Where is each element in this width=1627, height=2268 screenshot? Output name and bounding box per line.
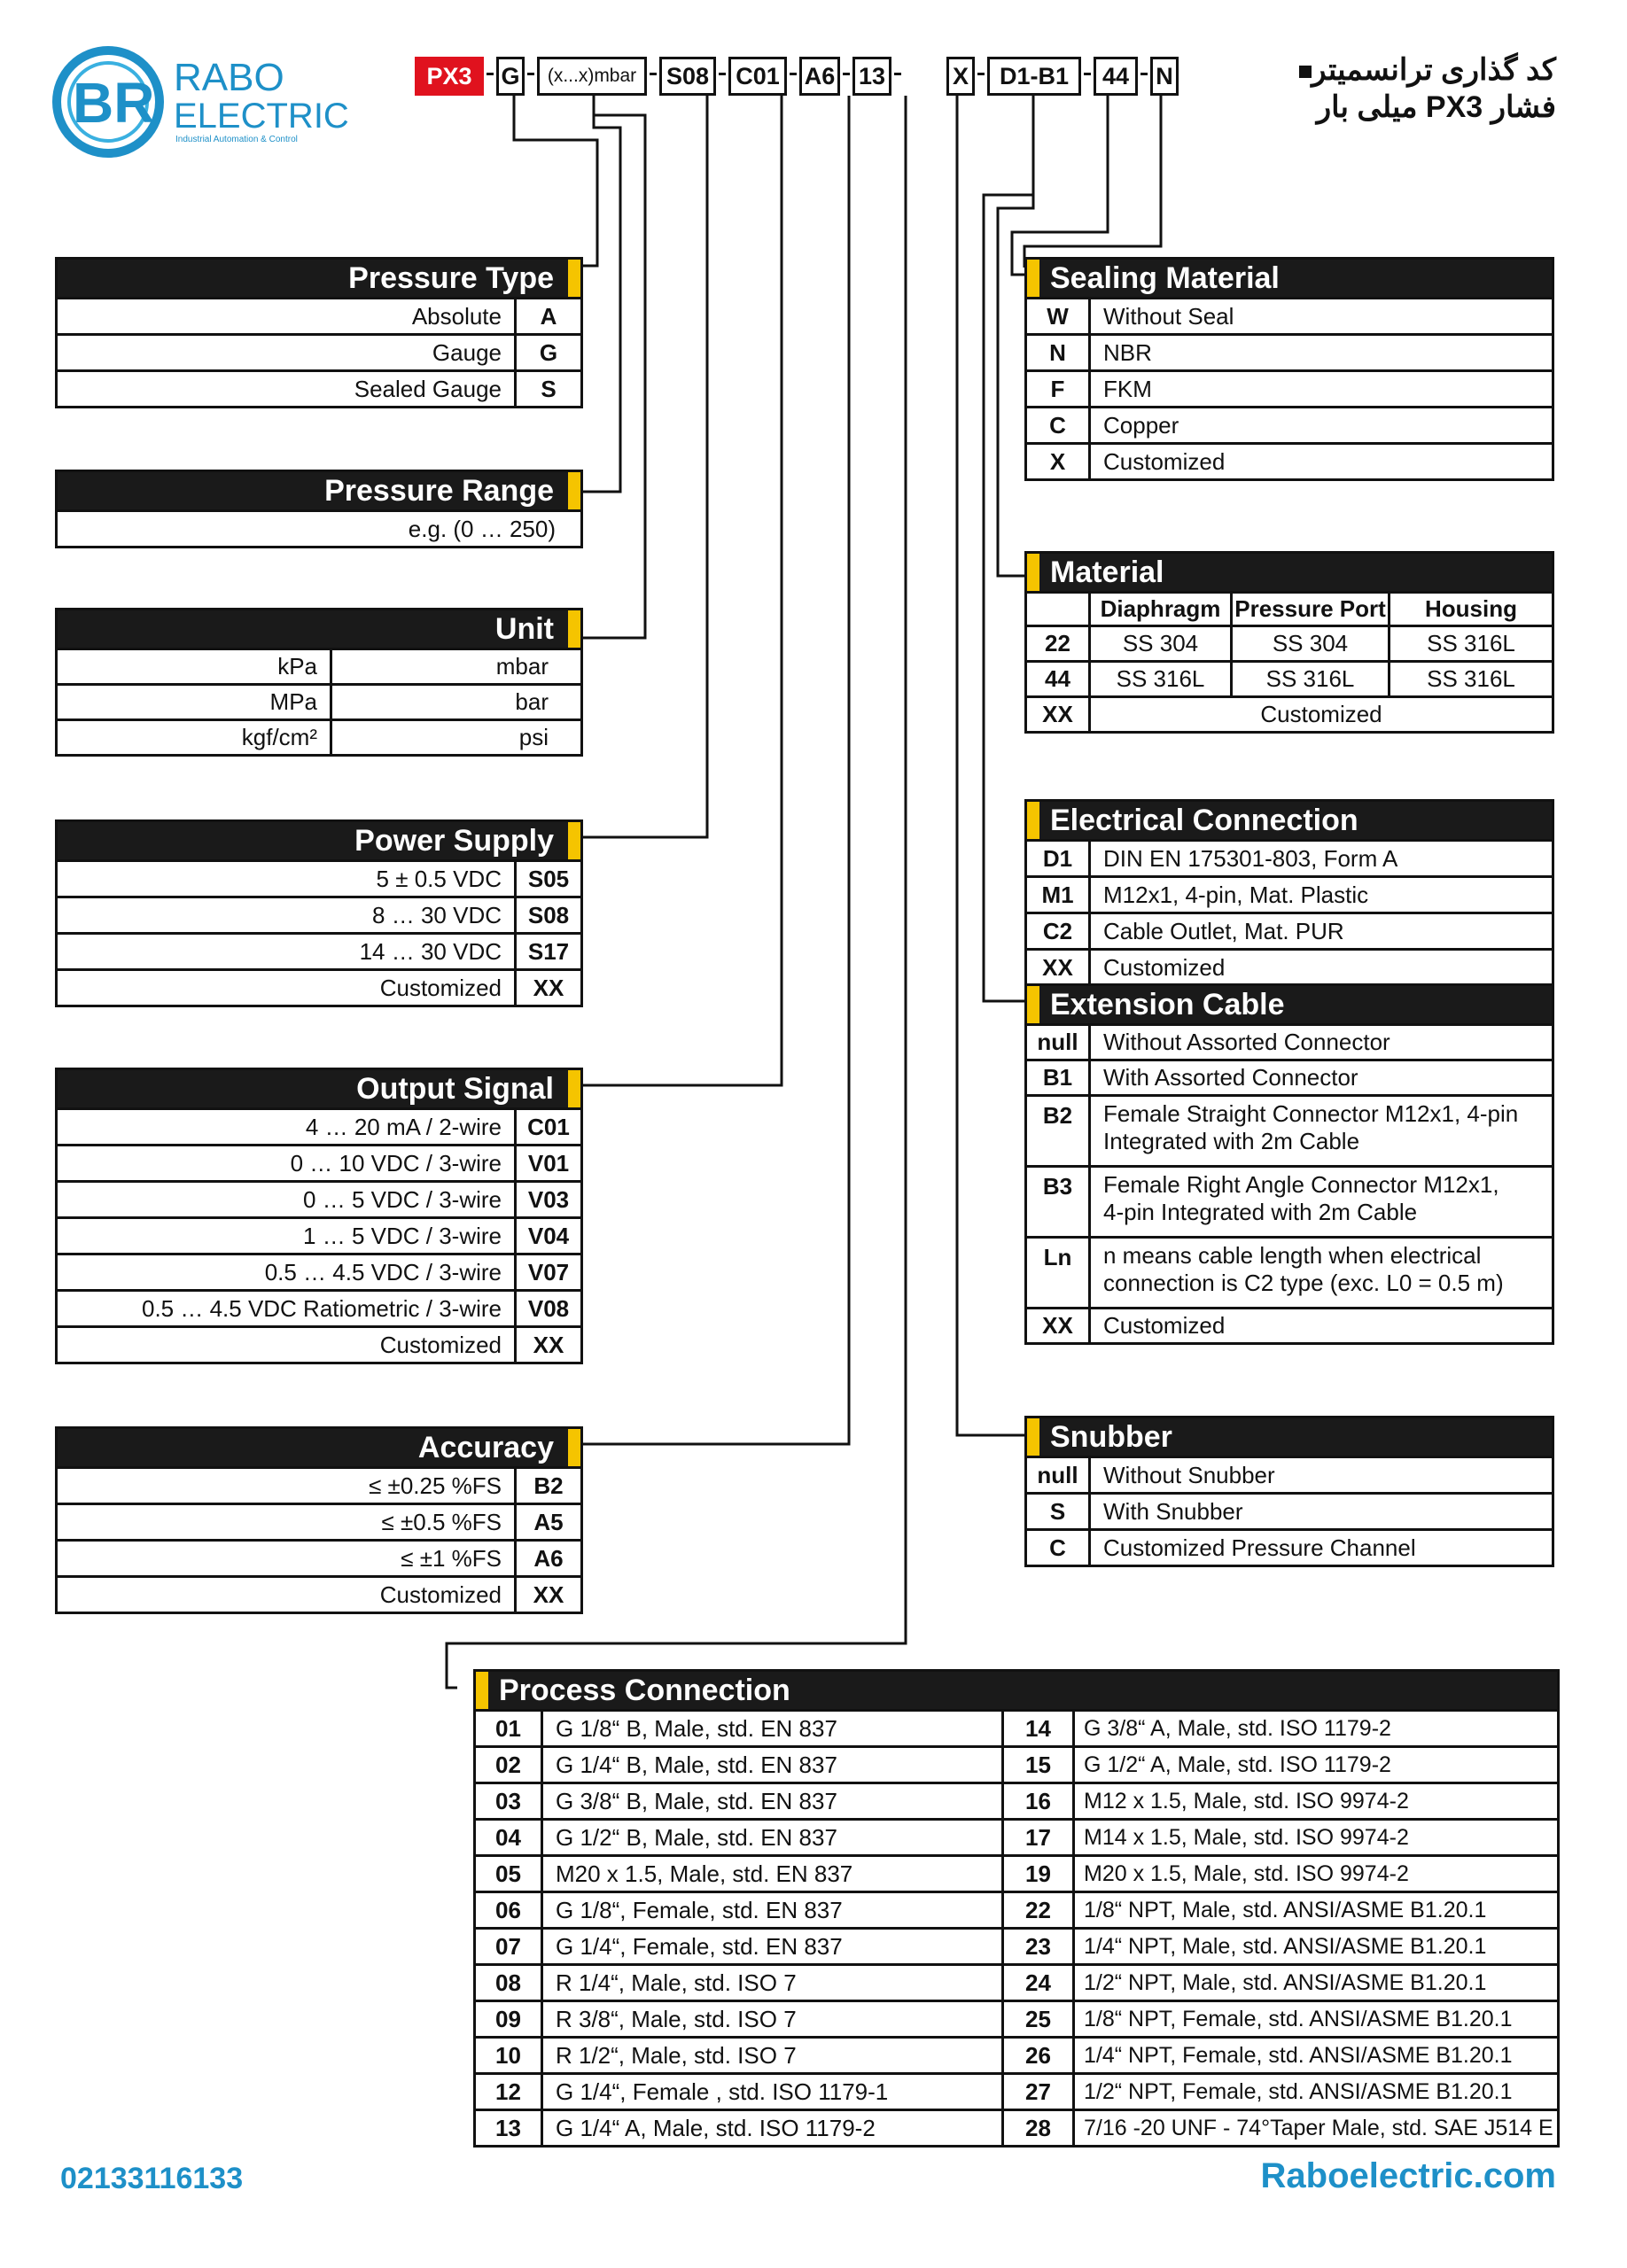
table-row: 4 … 20 mA / 2-wire C01 bbox=[58, 1107, 580, 1144]
logo-name-line2: ELECTRIC bbox=[174, 97, 349, 136]
table-row: B3 Female Right Angle Connector M12x1, 4-pin Integrated with 2m Cable bbox=[1027, 1165, 1552, 1236]
table-row: S With Snubber bbox=[1027, 1492, 1552, 1528]
table-row: XX Customized bbox=[1027, 695, 1552, 731]
table-row: MPa bar bbox=[58, 683, 580, 718]
table-row: W Without Seal bbox=[1027, 297, 1552, 333]
table-row: 22 SS 304 SS 304 SS 316L bbox=[1027, 625, 1552, 660]
logo-name-line1: RABO bbox=[174, 56, 284, 99]
table-row: 8 … 30 VDC S08 bbox=[58, 896, 580, 932]
material-table bbox=[1024, 551, 1554, 734]
table-row: D1 DIN EN 175301-803, Form A bbox=[1027, 839, 1552, 875]
process-connection-table bbox=[473, 1669, 1560, 2148]
process-connection-rows bbox=[476, 1709, 1557, 2145]
table-row: 13 G 1/4“ A, Male, std. ISO 1179-2 28 7/16 -20 UNF - 74°Taper Male, std. SAE J514 E bbox=[476, 2109, 1557, 2145]
sealing-material-table bbox=[1024, 257, 1554, 481]
table-row bbox=[58, 509, 580, 546]
code-segment-electrical: D1-B1 bbox=[987, 57, 1081, 96]
code-segment-material: 44 bbox=[1094, 57, 1138, 96]
page-title bbox=[1290, 51, 1556, 126]
website-link[interactable]: Raboelectric.com bbox=[1260, 2156, 1556, 2195]
electrical-connection-table bbox=[1024, 799, 1554, 987]
table-row: B1 With Assorted Connector bbox=[1027, 1059, 1552, 1094]
table-row: 5 ± 0.5 VDC S05 bbox=[58, 859, 580, 896]
extension-cable-title: Extension Cable bbox=[1050, 988, 1285, 1021]
table-row: null Without Snubber bbox=[1027, 1456, 1552, 1492]
table-row: B2 Female Straight Connector M12x1, 4-pin Integrated with 2m Cable bbox=[1027, 1094, 1552, 1165]
material-title: Material bbox=[1050, 555, 1164, 589]
table-row: N NBR bbox=[1027, 333, 1552, 369]
process-connection-title: Process Connection bbox=[499, 1674, 790, 1707]
snubber-title: Snubber bbox=[1050, 1420, 1172, 1454]
table-row: 0 … 5 VDC / 3-wire V03 bbox=[58, 1180, 580, 1216]
bullet-icon bbox=[1299, 66, 1312, 78]
table-row: null Without Assorted Connector bbox=[1027, 1023, 1552, 1059]
table-row: Ln n means cable length when electrical connection is C2 type (exc. L0 = 0.5 m) bbox=[1027, 1236, 1552, 1307]
table-row: 0 … 10 VDC / 3-wire V01 bbox=[58, 1144, 580, 1180]
table-row: 06 G 1/8“, Female, std. EN 837 22 1/8“ NPT, Male, std. ANSI/ASME B1.20.1 bbox=[476, 1891, 1557, 1927]
logo-tagline: Industrial Automation & Control bbox=[175, 135, 298, 144]
table-row: 05 M20 x 1.5, Male, std. EN 837 19 M20 x 1.5, Male, std. ISO 9974-2 bbox=[476, 1854, 1557, 1891]
table-row: C Copper bbox=[1027, 406, 1552, 442]
unit-table bbox=[55, 608, 583, 757]
code-segment-process: 13 bbox=[852, 57, 891, 96]
logo-mark-icon bbox=[44, 35, 349, 168]
accuracy-table bbox=[55, 1426, 583, 1614]
table-row: 01 G 1/8“ B, Male, std. EN 837 14 G 3/8“ A, Male, std. ISO 1179-2 bbox=[476, 1709, 1557, 1745]
table-row: 02 G 1/4“ B, Male, std. EN 837 15 G 1/2“ A, Male, std. ISO 1179-2 bbox=[476, 1745, 1557, 1782]
table-row: kgf/cm² psi bbox=[58, 718, 580, 754]
sealing-material-title: Sealing Material bbox=[1050, 261, 1280, 295]
brand-logo bbox=[44, 35, 349, 168]
code-segment-output: C01 bbox=[728, 57, 787, 96]
table-row: 03 G 3/8“ B, Male, std. EN 837 16 M12 x 1.5, Male, std. ISO 9974-2 bbox=[476, 1782, 1557, 1818]
table-row: 44 SS 316L SS 316L SS 316L bbox=[1027, 660, 1552, 695]
code-segment-pressure-type: G bbox=[496, 57, 525, 96]
table-row: X Customized bbox=[1027, 442, 1552, 478]
table-row: ≤ ±0.5 %FS A5 bbox=[58, 1503, 580, 1539]
table-row: 1 … 5 VDC / 3-wire V04 bbox=[58, 1216, 580, 1253]
accuracy-title: Accuracy bbox=[417, 1431, 554, 1464]
pressure-range-example: e.g. (0 … 250) bbox=[408, 515, 556, 542]
table-row: M1 M12x1, 4-pin, Mat. Plastic bbox=[1027, 875, 1552, 912]
table-row: 0.5 … 4.5 VDC Ratiometric / 3-wire V08 bbox=[58, 1289, 580, 1325]
table-row: 0.5 … 4.5 VDC / 3-wire V07 bbox=[58, 1253, 580, 1289]
code-model: PX3 bbox=[415, 57, 484, 96]
electrical-connection-title: Electrical Connection bbox=[1050, 804, 1358, 837]
phone-number: 02133116133 bbox=[60, 2162, 244, 2195]
table-row: XX Customized bbox=[1027, 948, 1552, 984]
snubber-table bbox=[1024, 1416, 1554, 1567]
output-signal-table bbox=[55, 1068, 583, 1364]
unit-title: Unit bbox=[494, 612, 554, 646]
table-row: XX Customized bbox=[1027, 1307, 1552, 1342]
table-row: C2 Cable Outlet, Mat. PUR bbox=[1027, 912, 1552, 948]
table-row: 09 R 3/8“, Male, std. ISO 7 25 1/8“ NPT, Female, std. ANSI/ASME B1.20.1 bbox=[476, 2000, 1557, 2036]
table-row: 10 R 1/2“, Male, std. ISO 7 26 1/4“ NPT, Female, std. ANSI/ASME B1.20.1 bbox=[476, 2036, 1557, 2072]
code-segment-power: S08 bbox=[659, 57, 716, 96]
code-segment-accuracy: A6 bbox=[799, 57, 840, 96]
table-row: Customized XX bbox=[58, 968, 580, 1005]
table-row: 12 G 1/4“, Female , std. ISO 1179-1 27 1/2“ NPT, Female, std. ANSI/ASME B1.20.1 bbox=[476, 2072, 1557, 2109]
table-row: F FKM bbox=[1027, 369, 1552, 406]
table-row: Gauge G bbox=[58, 333, 580, 369]
table-row: kPa mbar bbox=[58, 648, 580, 683]
table-row: Absolute A bbox=[58, 297, 580, 333]
code-segment-sealing: N bbox=[1150, 57, 1179, 96]
logo-monogram: BR bbox=[73, 71, 155, 135]
table-row: 08 R 1/4“, Male, std. ISO 7 24 1/2“ NPT, Male, std. ANSI/ASME B1.20.1 bbox=[476, 1963, 1557, 2000]
table-row: Customized XX bbox=[58, 1325, 580, 1362]
extension-cable-table bbox=[1024, 983, 1554, 1345]
code-segment-range-unit: (x...x)mbar bbox=[537, 57, 647, 96]
table-row: ≤ ±0.25 %FS B2 bbox=[58, 1466, 580, 1503]
table-header-row: Diaphragm Pressure Port Housing bbox=[1027, 591, 1552, 625]
table-row: 14 … 30 VDC S17 bbox=[58, 932, 580, 968]
pressure-type-table bbox=[55, 257, 583, 408]
title-line2: فشار PX3 میلی بار bbox=[1316, 90, 1556, 124]
code-segment-snubber: X bbox=[946, 57, 975, 96]
table-row: 04 G 1/2“ B, Male, std. EN 837 17 M14 x 1.5, Male, std. ISO 9974-2 bbox=[476, 1818, 1557, 1854]
title-line1: کد گذاری ترانسمیتر bbox=[1312, 53, 1556, 87]
power-supply-table bbox=[55, 819, 583, 1007]
table-row: Customized XX bbox=[58, 1575, 580, 1612]
table-row: C Customized Pressure Channel bbox=[1027, 1528, 1552, 1565]
table-row: 07 G 1/4“, Female, std. EN 837 23 1/4“ NPT, Male, std. ANSI/ASME B1.20.1 bbox=[476, 1927, 1557, 1963]
table-row: ≤ ±1 %FS A6 bbox=[58, 1539, 580, 1575]
output-signal-title: Output Signal bbox=[356, 1072, 554, 1106]
table-row: Sealed Gauge S bbox=[58, 369, 580, 406]
power-supply-title: Power Supply bbox=[354, 824, 554, 858]
pressure-type-title: Pressure Type bbox=[348, 261, 554, 295]
pressure-range-table bbox=[55, 470, 583, 548]
pressure-range-title: Pressure Range bbox=[324, 474, 554, 508]
